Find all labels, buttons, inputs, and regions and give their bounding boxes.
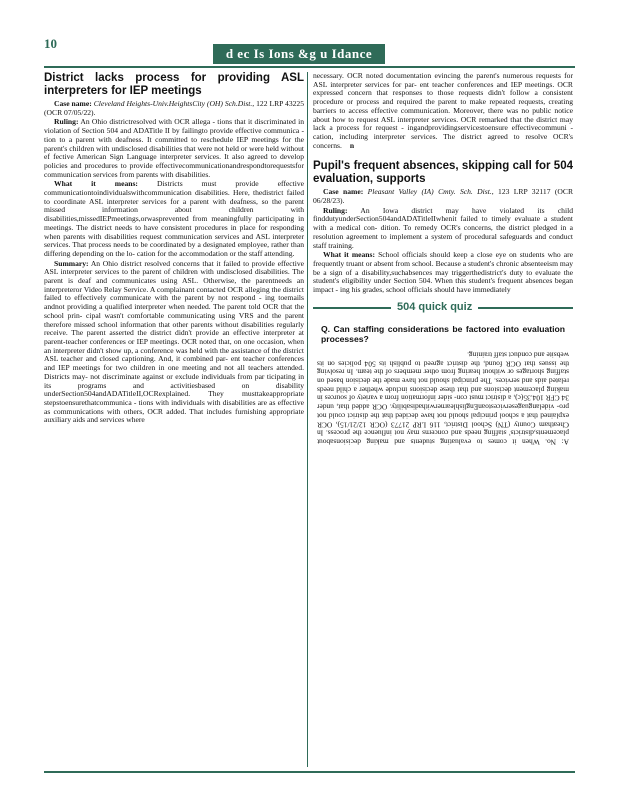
end-mark: n [349, 140, 355, 150]
means-label: What it means: [323, 250, 376, 260]
article-title: District lacks process for providing ASL interpreters for IEP meetings [44, 72, 304, 97]
quiz-label: 504 quick quiz [391, 300, 478, 315]
masthead-banner: d ec Is Ions &g u Idance [213, 44, 385, 64]
ruling-label: Ruling: [323, 205, 348, 215]
quiz-answer-upside-down: A: No. When it comes to evaluating students and making decisionsabout placements,districts' staffing needs and concerns may not influence the process. In Cheatham County (TN) School District, 116 LRP 21773 (OCR 12/21/15), OCR explained that a school principal should not have decided that the district could not pro- videlanguageservicestoanEnglishlearnerwithadisability. OCR added that, under 34 CFR 104.35(c), a district must con- sider information from a variety of sources in making placement decisions and that these decisions include whether a child needs related aids and services. The principal should not have made the decision based on staffing shortages or without hearing from other members of the team. In resolving the issues that OCR found, the district agreed to publish its 504 policies on its website and conduct staff training. [317, 350, 569, 447]
ruling-text: An Iowa district may have violated its child finddutyunderSection504andADATitleIIwhenit failed to timely evaluate a student with a medical con- dition. To remedy OCR's concerns, the district pledged in a resolution agreement to implement a system of procedural safeguards and conduct staff training. [313, 205, 573, 250]
case-name: Pleasant Valley (IA) Cmty. Sch. Dist. [367, 187, 492, 197]
continued-paragraph [313, 72, 573, 150]
page-number: 10 [44, 36, 57, 51]
case-name: Cleveland Heights-Univ.HeightsCity (OH) Sch.Dist. [93, 99, 253, 108]
top-rule [44, 66, 575, 68]
summary-label: Summary: [54, 258, 89, 268]
case-name-line [313, 188, 573, 205]
case-citation: , 122 LRP 43225 (OCR 07/05/22). [44, 99, 305, 117]
means-label: What it means: [54, 179, 138, 189]
ruling-text: An Ohio districtresolved with OCR allega - tions that it discriminated in violation of Section 504 and ADATitle II by failingto provide effective communica - tion to a parent with deafness. It committed to reschedule IEP meetings for the parent's children with undisclosed disabilities that were not held or were held without ef fective American Sign Language interpreter services. It also agreed to develop policies and procedures to provide effectivecommunicationandrespondtorequestsfor communication services from parents with disabilities. [44, 117, 304, 179]
ruling-paragraph [313, 207, 573, 251]
means-text: School officials should keep a close eye on students who are frequently truant or absent from school. Because a student's chronic absenteeism may be a sign of a disability,suchabsences may triggerthedistrict's duty to evaluate the student's eligibility under Section 504. When this student's frequent absences began impact - ing his grades, school officials should have immediately [313, 250, 574, 295]
means-text: Districts must provide effective communicationtoindividualswithcommunication disabilities. Here, thedistrict failed to coordinate ASL interpreter services for a parent with deafness, so the parent missed information about children with disabilities,missedIEPmeetings,orwasprevented from meaningfully participating in meetings. The district needs to have consistent procedures in place for responding when parents with disabilities request communication services and ASL interpreter services. That process needs to be coordinated by a designated employee, rather than differing depending on the lo- cation for the accommodation or the staff attending. [44, 179, 304, 258]
column-divider [307, 72, 308, 767]
means-paragraph [44, 180, 304, 258]
ruling-label: Ruling: [54, 117, 79, 127]
case-name-label: Case name: [323, 187, 364, 197]
case-name-label: Case name: [54, 99, 92, 108]
right-column [313, 72, 573, 446]
quiz-banner [313, 300, 573, 316]
case-name-line [44, 100, 304, 117]
continued-text: necessary. OCR noted documentation evincing the parent's numerous requests for ASL interpreter services for par- ent teacher conferences and IEP meetings. OCR expressed concern that responses to those requests didn't follow a consistent procedure or process and required the parent to make repeated requests, creating barriers to access effective communication. Moreover, there was no public notice about how to request ASL interpreter services. OCR remarked that the district may lack a process for request - ingandprovidingservicestoensure effectivecommuni - cation, including interpreter services. The district agreed to resolve OCR's concerns. [313, 71, 573, 150]
summary-paragraph [44, 260, 304, 425]
case-citation: , 123 LRP 32117 (OCR 06/28/23). [313, 187, 574, 206]
bottom-rule [44, 771, 575, 773]
article-title: Pupil's frequent absences, skipping call for 504 evaluation, supports [313, 160, 573, 185]
quiz-question: Q. Can staffing considerations be factored into evaluation processes? [321, 323, 565, 344]
left-column [44, 72, 304, 426]
summary-text: An Ohio district resolved concerns that it failed to provide effective ASL interpreter services to the parent of children with undisclosed disabilities. The parent is deaf and communicates using ASL. Otherwise, the parentneeds an interpreteror Video Relay Service. A complainant contacted OCR alleging the district failed to effectively communicate with the parent by not respond - ing toemails andnot providing a qualified interpreter when needed. The parent told OCR that the school prin- cipal wasn't comfortable communicating using VRS and the parent therefore missed school information that other parents without disabilities regularly receive. The parent asserted the district didn't provide an effective interpreter at parent-teacher conferences or IEP meetings. OCR noted that, on one occasion, when an interpreter didn't show up, a conference was held with the assistance of the district ASL teacher and closed captioning. And, it combined par- ent teacher conferences and IEP meetings for two children in one meeting and not all teachers attended. Districts may- not discriminate against or exclude individuals from par ticipating in its programs and activitiesbased on disability underSection504andADATitleII,OCRexplained. They musttakeappropriate stepstoensurethatcommunica - tions with individuals with disabilities are as effective as communications with others, OCR added. That includes furnishing appropriate auxiliary aids and services where [44, 258, 304, 425]
means-paragraph [313, 251, 573, 295]
ruling-paragraph [44, 118, 304, 179]
